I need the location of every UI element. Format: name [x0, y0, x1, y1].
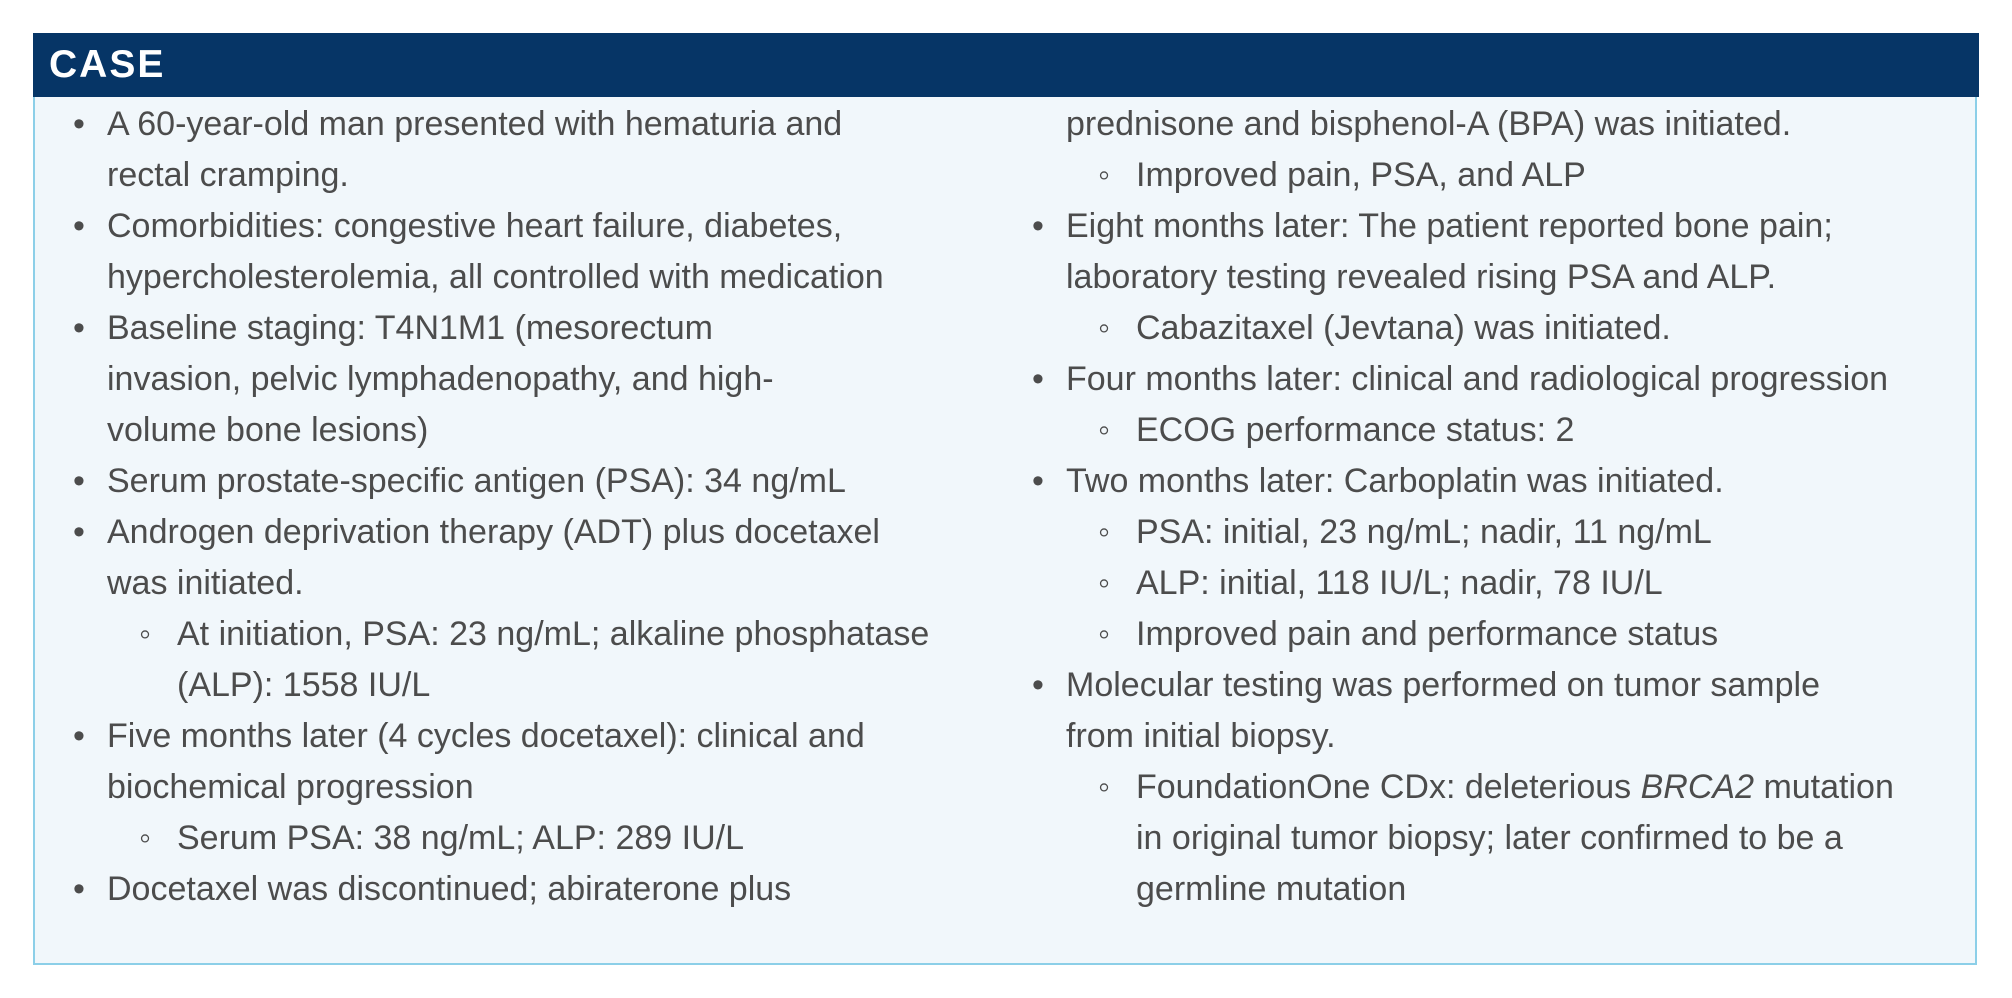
item-text: from initial biopsy.: [1066, 717, 1336, 755]
item-text: • Comorbidities: congestive heart failure, diabetes,: [107, 207, 843, 245]
sub-item-text: ◦ ECOG performance status: 2: [1136, 411, 1575, 449]
item-text: volume bone lesions): [107, 411, 429, 449]
sub-list-item: [73, 609, 978, 711]
sub-list-item: [1032, 150, 1962, 201]
item-text: • Serum prostate-specific antigen (PSA): 34 ng/mL: [107, 462, 846, 500]
item-text: • Docetaxel was discontinued; abiraterone plus: [107, 870, 792, 908]
item-text: biochemical progression: [107, 768, 474, 806]
sub-item-text-pre: FoundationOne CDx: deleterious: [1136, 768, 1641, 806]
list-item: [73, 711, 978, 813]
sub-item-text-post: mutation: [1754, 768, 1894, 806]
list-item: [73, 99, 978, 201]
sub-list-item: [73, 813, 978, 864]
item-text: laboratory testing revealed rising PSA and ALP.: [1066, 258, 1777, 296]
list-item: [1032, 201, 1962, 303]
sub-item-text: ◦ At initiation, PSA: 23 ng/mL; alkaline phosphatase: [177, 615, 930, 653]
item-text: was initiated.: [107, 564, 304, 602]
case-title: CASE: [49, 43, 166, 86]
item-text: invasion, pelvic lymphadenopathy, and high-: [107, 360, 774, 398]
right-column: [1032, 99, 1962, 915]
sub-list-item: [1032, 609, 1962, 660]
item-text: • Four months later: clinical and radiological progression: [1066, 360, 1889, 398]
sub-item-text: ◦ PSA: initial, 23 ng/mL; nadir, 11 ng/mL: [1136, 513, 1712, 551]
case-box: [33, 33, 1977, 965]
item-text: • Two months later: Carboplatin was initiated.: [1066, 462, 1724, 500]
sub-list-item: [1032, 507, 1962, 558]
list-item: [73, 507, 978, 609]
sub-item-text: in original tumor biopsy; later confirmed to be a: [1136, 819, 1843, 857]
item-text: • Five months later (4 cycles docetaxel): clinical and: [107, 717, 865, 755]
item-text: • Molecular testing was performed on tumor sample: [1066, 666, 1820, 704]
item-text: • Androgen deprivation therapy (ADT) plus docetaxel: [107, 513, 880, 551]
case-header: [33, 33, 1979, 97]
sub-item-text: germline mutation: [1136, 870, 1407, 908]
item-text: • Eight months later: The patient reported bone pain;: [1066, 207, 1833, 245]
sub-list-item: [1032, 405, 1962, 456]
list-item: [73, 864, 978, 915]
sub-item-text: ◦ ALP: initial, 118 IU/L; nadir, 78 IU/L: [1136, 564, 1663, 602]
list-item: [1032, 660, 1962, 762]
list-item: [73, 201, 978, 303]
left-column: [73, 99, 978, 915]
item-text: • Baseline staging: T4N1M1 (mesorectum: [107, 309, 713, 347]
sub-list-item: [1032, 762, 1962, 915]
list-item-continuation: [1032, 99, 1962, 150]
item-text: rectal cramping.: [107, 156, 349, 194]
sub-item-text: ◦ Cabazitaxel (Jevtana) was initiated.: [1136, 309, 1671, 347]
sub-list-item: [1032, 303, 1962, 354]
item-text: hypercholesterolemia, all controlled with medication: [107, 258, 884, 296]
list-item: [1032, 456, 1962, 507]
gene-name: BRCA2: [1640, 768, 1754, 806]
list-item: [1032, 354, 1962, 405]
item-text: • A 60-year-old man presented with hematuria and: [107, 105, 843, 143]
sub-list-item: [1032, 558, 1962, 609]
sub-item-text: [1136, 762, 1962, 813]
list-item: [73, 456, 978, 507]
list-item: [73, 303, 978, 456]
sub-item-text: ◦ Serum PSA: 38 ng/mL; ALP: 289 IU/L: [177, 819, 744, 857]
sub-item-text: (ALP): 1558 IU/L: [177, 666, 431, 704]
sub-item-text: ◦ Improved pain and performance status: [1136, 615, 1719, 653]
item-text: prednisone and bisphenol-A (BPA) was initiated.: [1066, 105, 1792, 143]
sub-item-text: ◦ Improved pain, PSA, and ALP: [1136, 156, 1586, 194]
